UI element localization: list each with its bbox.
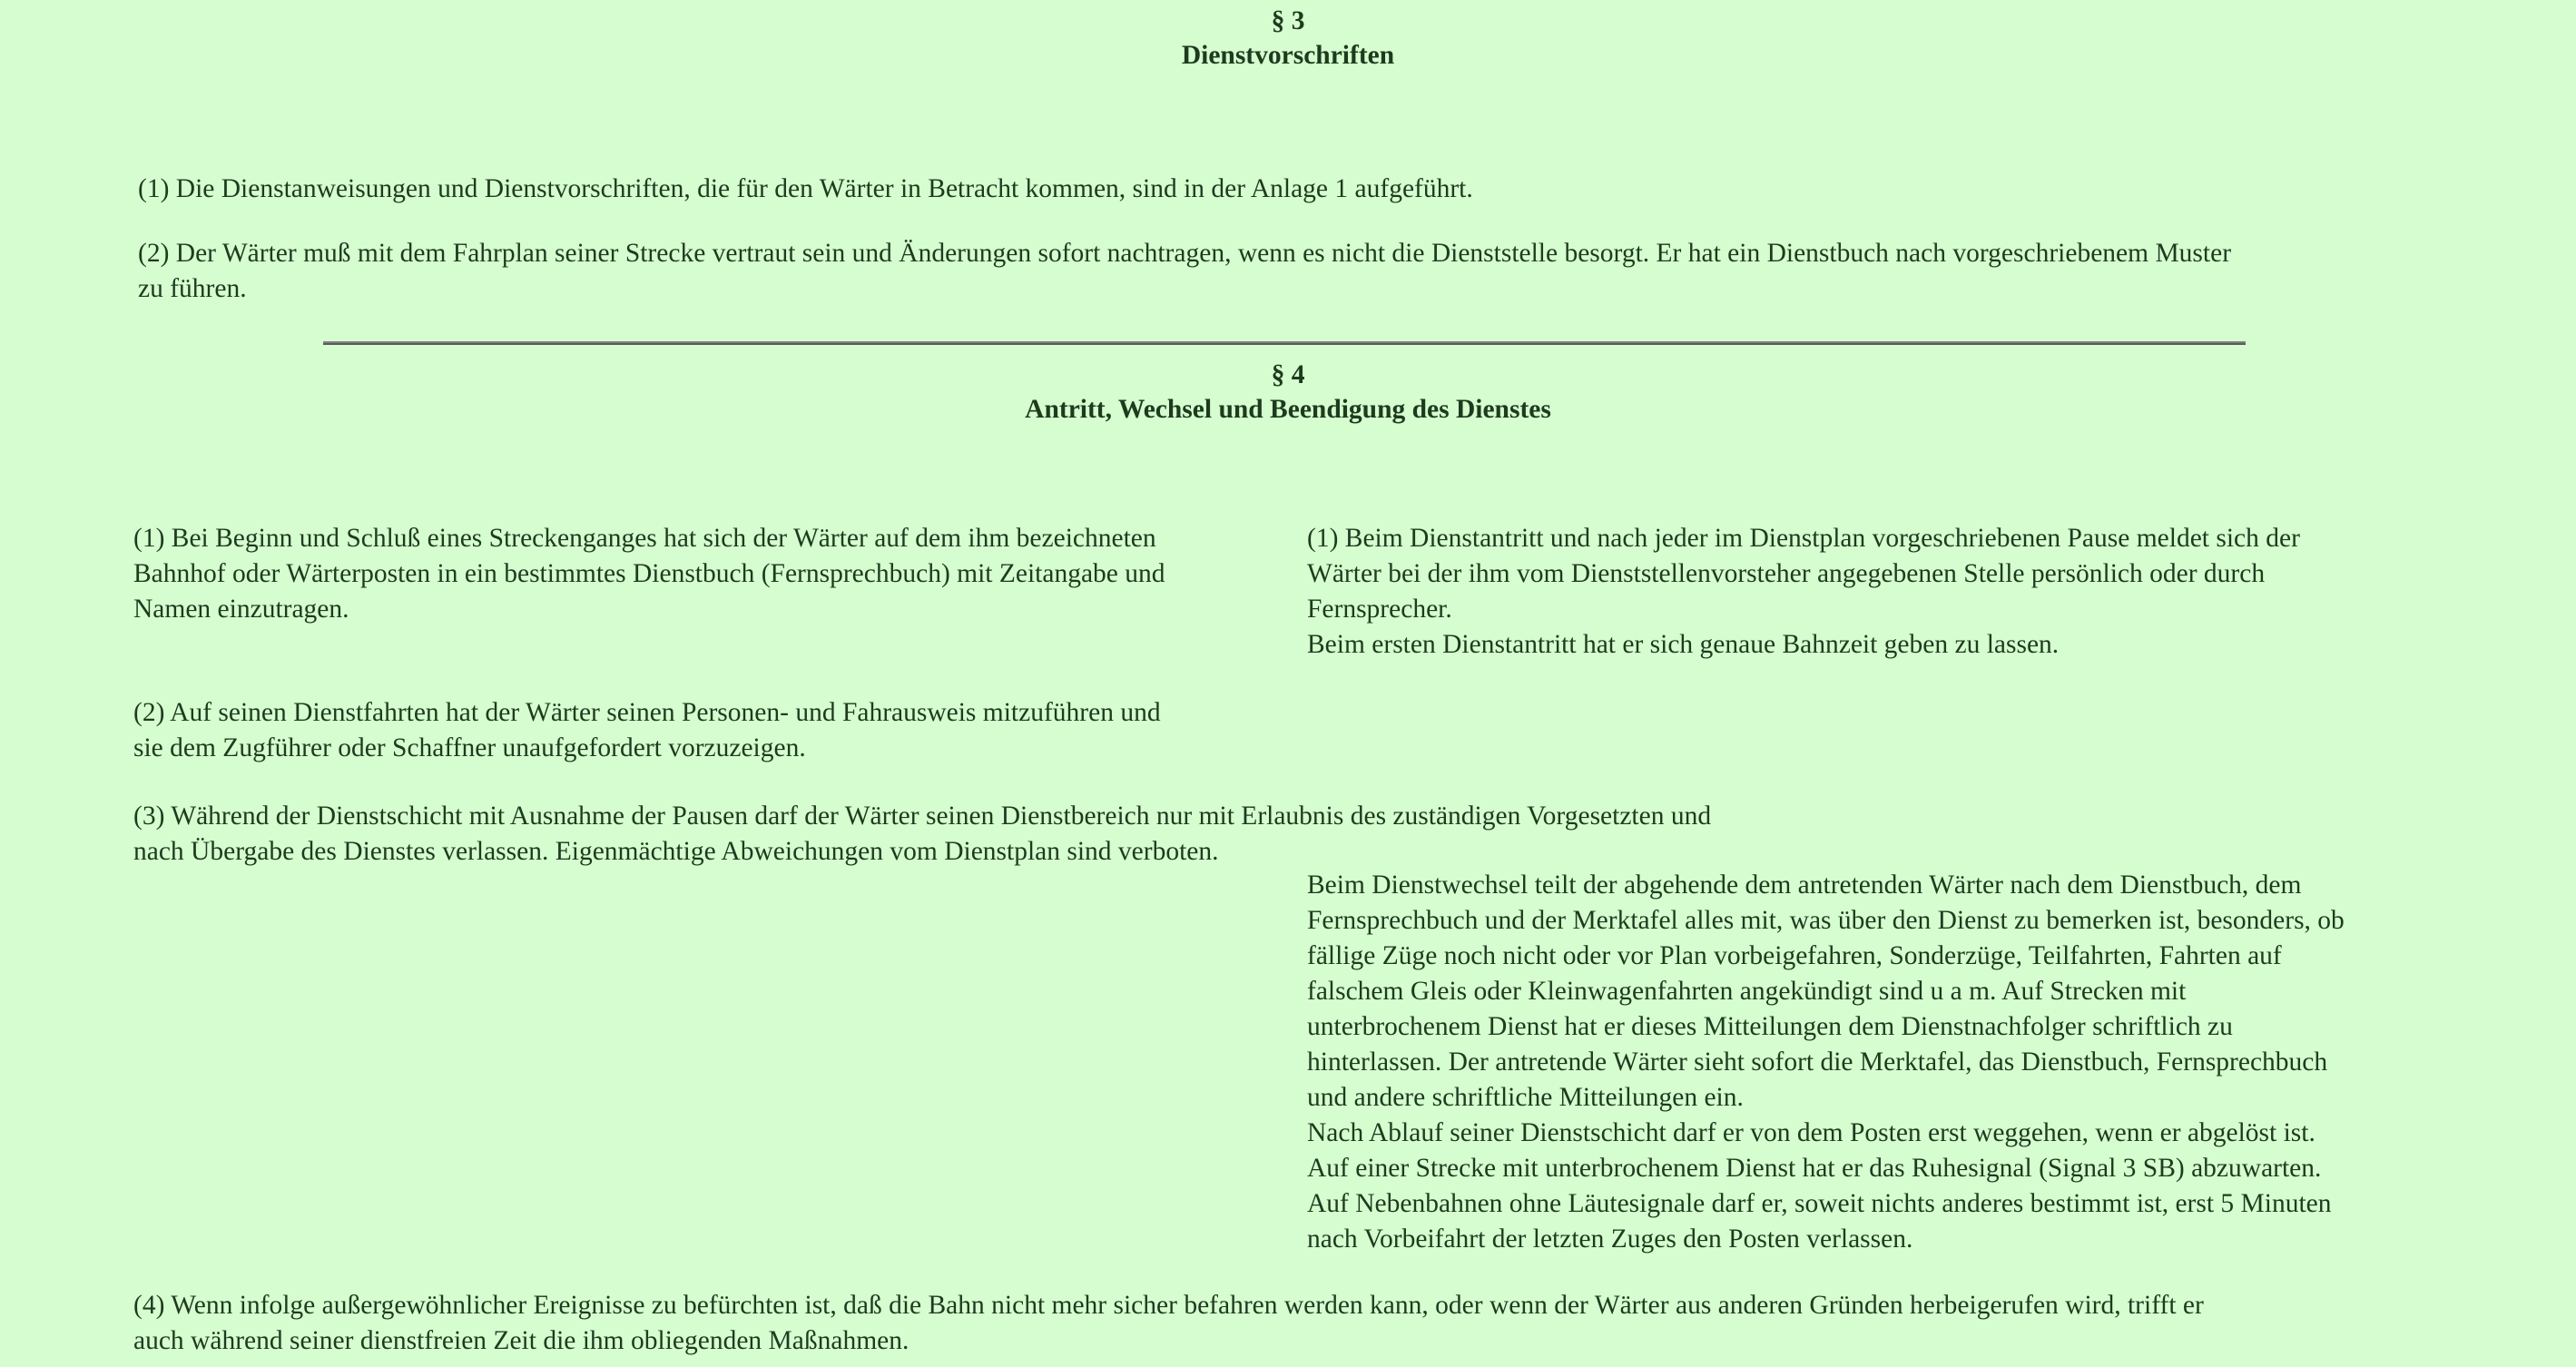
text-line: (1) Beim Dienstantritt und nach jeder im Dienstplan vorgeschriebenen Pause meldet sich der	[1307, 524, 2300, 553]
text-line: (3) Während der Dienstschicht mit Ausnahme der Pausen darf der Wärter seinen Dienstbereich nur mit Erlaubnis des zuständigen Vorgesetzten und	[133, 802, 1712, 831]
text-line: nach Übergabe des Dienstes verlassen. Eigenmächtige Abweichungen vom Dienstplan sind verboten.	[133, 837, 1219, 866]
section-4-title: Antritt, Wechsel und Beendigung des Dienstes	[1025, 395, 1551, 424]
text-line: und andere schriftliche Mitteilungen ein.	[1307, 1083, 1744, 1112]
section-4-right-paragraph-2	[1307, 868, 2345, 1257]
text-line: Wärter bei der ihm vom Dienststellenvorsteher angegebenen Stelle persönlich oder durch	[1307, 559, 2266, 588]
text-line: sie dem Zugführer oder Schaffner unaufgefordert vorzuzeigen.	[133, 733, 806, 762]
section-4-paragraph-4	[133, 1288, 2204, 1359]
text-line: (1) Bei Beginn und Schluß eines Streckenganges hat sich der Wärter auf dem ihm bezeichneten	[133, 524, 1156, 553]
section-3-number: § 3	[1271, 6, 1305, 35]
text-line: Fernsprechbuch und der Merktafel alles mit, was über den Dienst zu bemerken ist, besonders, ob	[1307, 906, 2345, 935]
text-line: nach Vorbeifahrt der letzten Zuges den Posten verlassen.	[1307, 1224, 1913, 1254]
section-3-title: Dienstvorschriften	[1181, 41, 1395, 70]
text-line: Beim ersten Dienstantritt hat er sich genaue Bahnzeit geben zu lassen.	[1307, 630, 2060, 659]
text-line: (2) Auf seinen Dienstfahrten hat der Wärter seinen Personen- und Fahrausweis mitzuführen und	[133, 698, 1161, 727]
text-line: zu führen.	[138, 274, 247, 303]
section-3-paragraph-2	[138, 236, 2231, 307]
text-line: auch während seiner dienstfreien Zeit die ihm obliegenden Maßnahmen.	[133, 1326, 909, 1355]
text-line: hinterlassen. Der antretende Wärter sieht sofort die Merktafel, das Dienstbuch, Fernsprechbuch	[1307, 1047, 2328, 1077]
text-line: Nach Ablauf seiner Dienstschicht darf er von dem Posten erst weggehen, wenn er abgelöst ist.	[1307, 1118, 2315, 1147]
text-line: Beim Dienstwechsel teilt der abgehende dem antretenden Wärter nach dem Dienstbuch, dem	[1307, 870, 2302, 900]
text-line: Fernsprecher.	[1307, 595, 1452, 624]
section-4-right-paragraph-1	[1307, 521, 2300, 663]
text-line: Auf einer Strecke mit unterbrochenem Dienst hat er das Ruhesignal (Signal 3 SB) abzuwarten.	[1307, 1154, 2322, 1183]
text-line: (4) Wenn infolge außergewöhnlicher Ereignisse zu befürchten ist, daß die Bahn nicht mehr sicher befahren werden kann, oder wenn der Wärter aus anderen Gründen herbeigerufen wird, trifft er	[133, 1291, 2204, 1320]
section-3-paragraph-1	[138, 172, 1473, 207]
text-line: falschem Gleis oder Kleinwagenfahrten angekündigt sind u a m. Auf Strecken mit	[1307, 977, 2187, 1006]
text-line: Namen einzutragen.	[133, 595, 349, 624]
section-4-left-paragraph-3	[133, 799, 1711, 870]
text-line: unterbrochenem Dienst hat er dieses Mitteilungen dem Dienstnachfolger schriftlich zu	[1307, 1012, 2233, 1041]
section-4-left-paragraph-1	[133, 521, 1165, 627]
text-line: fällige Züge noch nicht oder vor Plan vorbeigefahren, Sonderzüge, Teilfahrten, Fahrten auf	[1307, 941, 2282, 970]
text-line: Auf Nebenbahnen ohne Läutesignale darf er, soweit nichts anderes bestimmt ist, erst 5 Minuten	[1307, 1189, 2332, 1218]
section-divider	[323, 341, 2246, 345]
text-line: Bahnhof oder Wärterposten in ein bestimmtes Dienstbuch (Fernsprechbuch) mit Zeitangabe und	[133, 559, 1165, 588]
section-4-number: § 4	[1271, 360, 1305, 389]
text-line: (2) Der Wärter muß mit dem Fahrplan seiner Strecke vertraut sein und Änderungen sofort nachtragen, wenn es nicht die Dienststelle besorgt. Er hat ein Dienstbuch nach vorgeschriebenem Muster	[138, 239, 2232, 268]
section-4-left-paragraph-2	[133, 695, 1161, 766]
text-line: (1) Die Dienstanweisungen und Dienstvorschriften, die für den Wärter in Betracht kommen, sind in der Anlage 1 aufgeführt.	[138, 174, 1473, 203]
